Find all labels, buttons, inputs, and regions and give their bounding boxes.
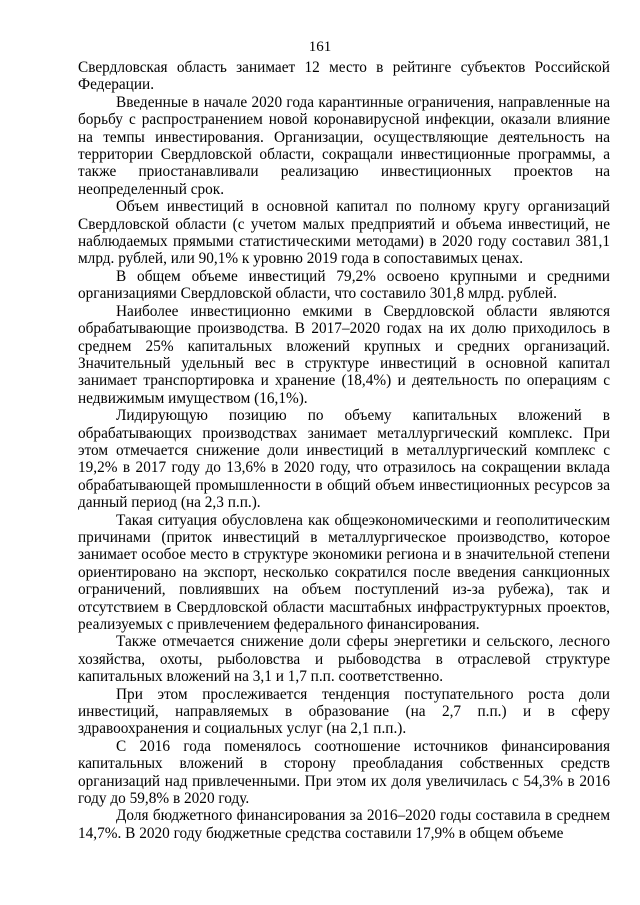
paragraph: В общем объеме инвестиций 79,2% освоено крупными и средними организациями Свердловской области, что составило 301,8 млрд. рублей. [78,267,610,303]
paragraph: При этом прослеживается тенденция поступательного роста доли инвестиций, направляемых в образование (на 2,7 п.п.) и в сферу здравоохранения и социальных услуг (на 2,1 п.п.). [78,685,610,738]
paragraph: Свердловская область занимает 12 место в рейтинге субъектов Российской Федерации. [78,59,610,94]
paragraph: Объем инвестиций в основной капитал по полному кругу организаций Свердловской области (с учетом малых предприятий и объема инвестиций, не наблюдаемых прямыми статистическими методами) в 2020 году составил 381,1 млрд. рублей, или 90,1% к уровню 2019 года в сопоставимых ценах. [78,198,610,268]
page-number: 161 [308,39,332,55]
paragraph: Доля бюджетного финансирования за 2016–2020 годы составила в среднем 14,7%. В 2020 году бюджетные средства составили 17,9% в общем объеме [78,807,610,842]
paragraph: Также отмечается снижение доли сферы энергетики и сельского, лесного хозяйства, охоты, рыболовства и рыбоводства в отраслевой структуре капитальных вложений на 3,1 и 1,7 п.п. соответственно. [78,633,610,686]
document-body [78,59,610,842]
paragraph: Такая ситуация обусловлена как общеэкономическими и геополитическим причинами (приток инвестиций в металлургическое производство, которое занимает особое место в структуре экономики региона и в значительной степени ориентировано на экспорт, несколько сократился после введения санкционных ограничений, повлиявших на объем поступлений из-за рубежа), так и отсутствием в Свердловской области масштабных инфраструктурных проектов, реализуемых с привлечением федерального финансирования. [78,511,610,633]
paragraph: С 2016 года поменялось соотношение источников финансирования капитальных вложений в сторону преобладания собственных средств организаций над привлеченными. При этом их доля увеличилась с 54,3% в 2016 году до 59,8% в 2020 году. [78,737,610,808]
paragraph: Лидирующую позицию по объему капитальных вложений в обрабатывающих производствах занимает металлургический комплекс. При этом отмечается снижение доли инвестиций в металлургический комплекс с 19,2% в 2017 году до 13,6% в 2020 году, что отразилось на сокращении вклада обрабатывающей промышленности в общий объем инвестиционных ресурсов за данный период (на 2,3 п.п.). [78,407,610,512]
paragraph: Введенные в начале 2020 года карантинные ограничения, направленные на борьбу с распространением новой коронавирусной инфекции, оказали влияние на темпы инвестирования. Организации, осуществляющие деятельность на территории Свердловской области, сокращали инвестиционные программы, а также приостанавливали реализацию инвестиционных проектов на неопределенный срок. [78,93,610,198]
paragraph: Наиболее инвестиционно емкими в Свердловской области являются обрабатывающие производства. В 2017–2020 годах на их долю приходилось в среднем 25% капитальных вложений крупных и средних организаций. Значительный удельный вес в структуре инвестиций в основной капитал занимает транспортировка и хранение (18,4%) и деятельность по операциям с недвижимым имуществом (16,1%). [78,302,610,407]
